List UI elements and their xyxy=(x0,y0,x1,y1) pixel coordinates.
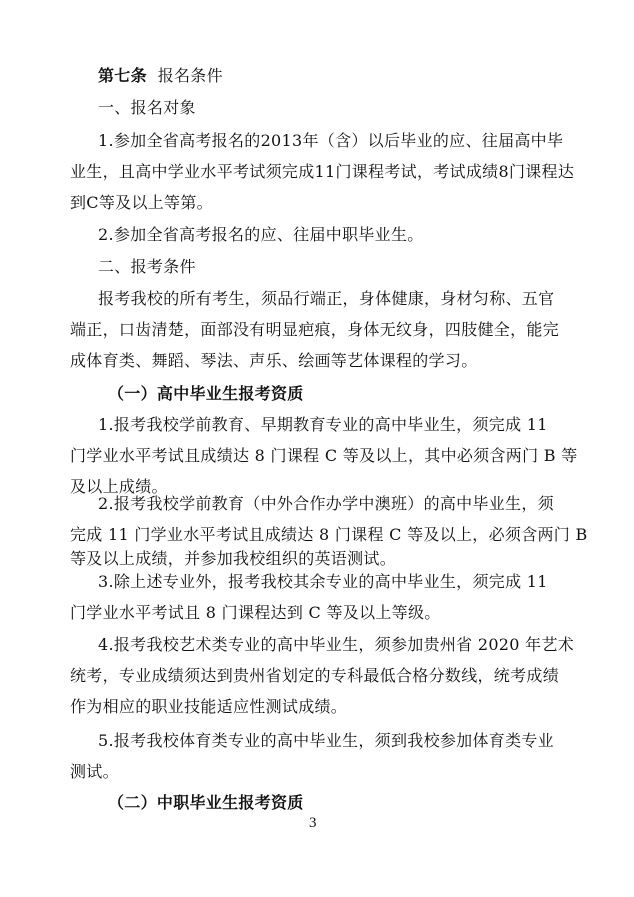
conditions-line-3: 成体育类、舞蹈、琴法、声乐、绘画等艺体课程的学习。 xyxy=(70,351,478,370)
hs-item-3-line-2: 门学业水平考试且 8 门课程达到 C 等及以上等级。 xyxy=(70,603,441,622)
hs-item-1-line-1: 1.报考我校学前教育、早期教育专业的高中毕业生，须完成 11 xyxy=(98,415,548,434)
hs-item-3-line-1: 3.除上述专业外，报考我校其余专业的高中毕业生，须完成 11 xyxy=(98,572,548,591)
page-number: 3 xyxy=(309,815,317,831)
target-item-1-line-3: 到C等及以上等第。 xyxy=(70,193,213,212)
target-item-1-line-2: 业生，且高中学业水平考试须完成11门课程考试，考试成绩8门课程达 xyxy=(70,162,575,181)
target-item-2: 2.参加全省高考报名的应、往届中职毕业生。 xyxy=(98,225,424,244)
hs-item-2-line-2: 完成 11 门学业水平考试且成绩达 8 门课程 C 等及以上，必须含两门 B xyxy=(70,525,588,544)
article-title: 报名条件 xyxy=(157,66,223,85)
section-heading-target: 一、报名对象 xyxy=(98,98,196,117)
hs-item-4-line-2: 统考，专业成绩须达到贵州省划定的专科最低合格分数线，统考成绩 xyxy=(70,666,560,685)
subsection-heading-vocational: （二）中职毕业生报考资质 xyxy=(108,793,304,812)
article-heading xyxy=(98,66,223,86)
hs-item-4-line-3: 作为相应的职业技能适应性测试成绩。 xyxy=(70,697,348,716)
hs-item-1-line-3: 及以上成绩。 xyxy=(70,477,168,496)
conditions-line-1: 报考我校的所有考生，须品行端正，身体健康，身材匀称、五官 xyxy=(98,289,555,308)
hs-item-1-line-2: 门学业水平考试且成绩达 8 门课程 C 等及以上，其中必须含两门 B 等 xyxy=(70,446,578,465)
section-heading-conditions: 二、报考条件 xyxy=(98,257,196,276)
conditions-line-2: 端正，口齿清楚，面部没有明显疤痕，身体无纹身，四肢健全，能完 xyxy=(70,320,560,339)
hs-item-5-line-1-visible: 5.报考我校体育类专业的高中毕业生，须到我校参加体育类专业 xyxy=(98,731,554,750)
hs-item-4-line-1: 4.报考我校艺术类专业的高中毕业生，须参加贵州省 2020 年艺术 xyxy=(98,635,575,654)
article-number: 第七条 xyxy=(98,66,147,85)
hs-item-2-line-3: 等及以上成绩，并参加我校组织的英语测试。 xyxy=(70,549,397,568)
subsection-heading-high-school: （一）高中毕业生报考资质 xyxy=(108,384,304,403)
hs-item-5-line-2: 测试。 xyxy=(70,762,119,781)
target-item-1-line-1: 1.参加全省高考报名的2013年（含）以后毕业的应、往届高中毕 xyxy=(98,131,564,150)
hs-item-2-line-1: 2.报考我校学前教育（中外合作办学中澳班）的高中毕业生，须 xyxy=(98,494,554,513)
